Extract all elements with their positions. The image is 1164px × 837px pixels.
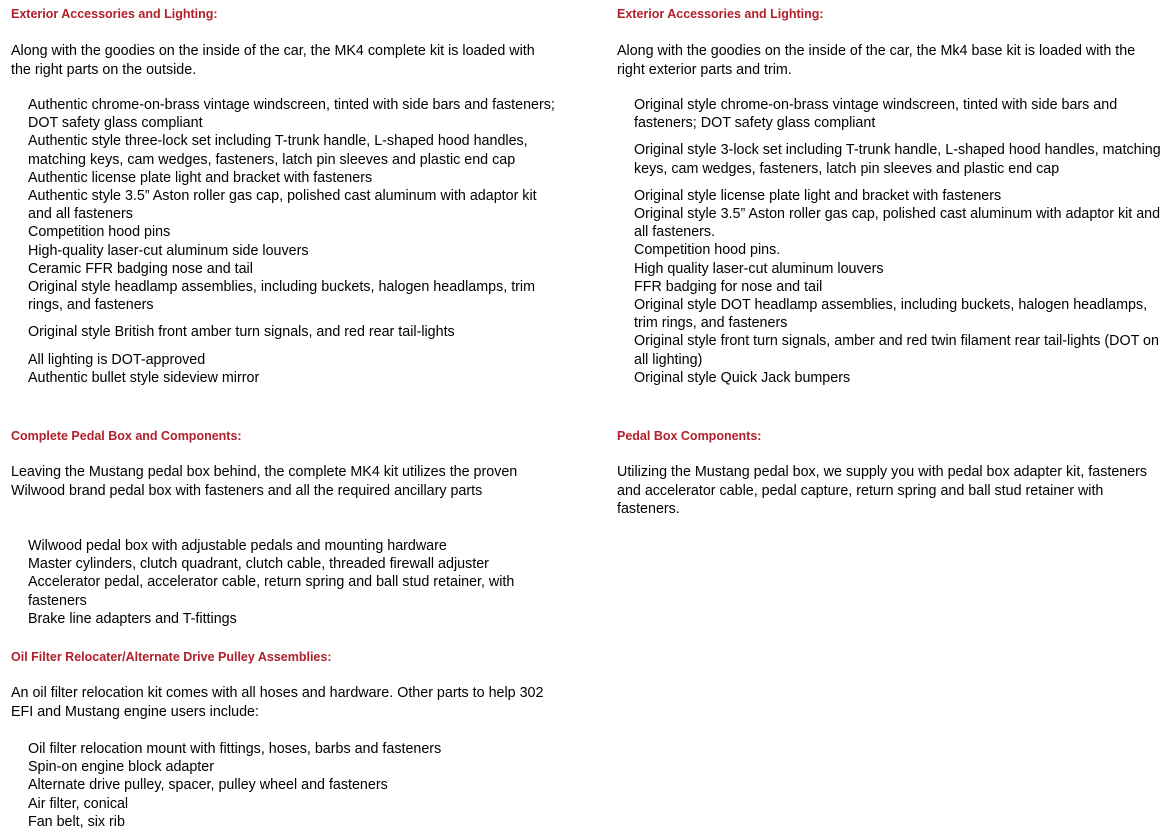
section-heading: Oil Filter Relocater/Alternate Drive Pulley Assemblies: — [11, 650, 332, 664]
list-item: Original style chrome-on-brass vintage windscreen, tinted with side bars and fasteners; DOT safety glass compliant — [634, 97, 1118, 132]
right-exterior-section — [617, 6, 1162, 386]
left-exterior-section — [11, 6, 556, 386]
list-item: High quality laser-cut aluminum louvers — [634, 260, 884, 277]
list-item: Oil filter relocation mount with fittings, hoses, barbs and fasteners — [28, 741, 442, 757]
list-item: Original style front turn signals, amber and red twin filament rear tail-lights (DOT on all lighting) — [634, 333, 1159, 368]
list-item: Authentic style three-lock set including T-trunk handle, L-shaped hood handles, matching keys, cam wedges, fasteners, latch pin sleeves and plastic end cap — [28, 133, 528, 168]
list-item: Spin-on engine block adapter — [28, 759, 214, 776]
list-item: Master cylinders, clutch quadrant, clutch cable, threaded firewall adjuster — [28, 556, 489, 573]
section-intro: An oil filter relocation kit comes with all hoses and hardware. Other parts to help 302 EFI and Mustang engine users include: — [11, 685, 544, 720]
section-intro: Utilizing the Mustang pedal box, we supply you with pedal box adapter kit, fasteners and accelerator cable, pedal capture, return spring and ball stud retainer with fasteners. — [617, 464, 1148, 517]
list-item: Authentic chrome-on-brass vintage windscreen, tinted with side bars and fasteners; DOT safety glass compliant — [28, 97, 555, 132]
list-item: Authentic bullet style sideview mirror — [28, 369, 260, 386]
section-heading: Pedal Box Components: — [617, 429, 762, 443]
section-intro: Leaving the Mustang pedal box behind, the complete MK4 kit utilizes the proven Wilwood brand pedal box with fasteners and all the required ancillary parts — [11, 464, 518, 499]
list-item: Air filter, conical — [28, 795, 129, 812]
list-item: Brake line adapters and T-fittings — [28, 610, 237, 627]
list-item: High-quality laser-cut aluminum side louvers — [28, 242, 309, 259]
feature-list — [634, 96, 1162, 387]
list-item: Original style British front amber turn signals, and red rear tail-lights — [28, 324, 455, 341]
right-pedal-section — [617, 428, 1162, 517]
list-item: All lighting is DOT-approved — [28, 351, 206, 368]
section-intro: Along with the goodies on the inside of the car, the Mk4 base kit is loaded with the right exterior parts and trim. — [617, 43, 1136, 78]
list-item: Original style 3.5” Aston roller gas cap, polished cast aluminum with adaptor kit and all fasteners. — [634, 206, 1161, 241]
list-item: Ceramic FFR badging nose and tail — [28, 260, 253, 277]
list-item: Original style DOT headlamp assemblies, including buckets, halogen headlamps, trim rings, and fasteners — [634, 297, 1148, 332]
left-pedal-section — [11, 428, 556, 627]
list-item: Fan belt, six rib — [28, 813, 125, 830]
section-heading: Exterior Accessories and Lighting: — [11, 7, 218, 21]
list-item: Authentic license plate light and bracket with fasteners — [28, 169, 373, 186]
section-heading: Complete Pedal Box and Components: — [11, 429, 242, 443]
section-intro: Along with the goodies on the inside of the car, the MK4 complete kit is loaded with the right parts on the outside. — [11, 43, 535, 78]
section-heading: Exterior Accessories and Lighting: — [617, 7, 824, 21]
list-item: Original style headlamp assemblies, including buckets, halogen headlamps, trim rings, and fasteners — [28, 279, 536, 314]
list-item: Alternate drive pulley, spacer, pulley wheel and fasteners — [28, 777, 388, 794]
list-item: Accelerator pedal, accelerator cable, return spring and ball stud retainer, with fasteners — [28, 574, 515, 609]
list-item: Competition hood pins. — [634, 242, 781, 259]
left-oil-section — [11, 649, 556, 830]
feature-list — [28, 96, 556, 387]
list-item: Original style 3-lock set including T-trunk handle, L-shaped hood handles, matching keys, cam wedges, fasteners, latch pin sleeves and plastic end cap — [634, 142, 1161, 177]
list-item: Competition hood pins — [28, 224, 171, 241]
list-item: FFR badging for nose and tail — [634, 278, 823, 295]
feature-list — [28, 740, 556, 831]
feature-list — [28, 537, 556, 628]
list-item: Authentic style 3.5” Aston roller gas cap, polished cast aluminum with adaptor kit and all fasteners — [28, 188, 537, 223]
list-item: Original style license plate light and bracket with fasteners — [634, 187, 1002, 204]
list-item: Wilwood pedal box with adjustable pedals and mounting hardware — [28, 538, 447, 554]
list-item: Original style Quick Jack bumpers — [634, 369, 851, 386]
